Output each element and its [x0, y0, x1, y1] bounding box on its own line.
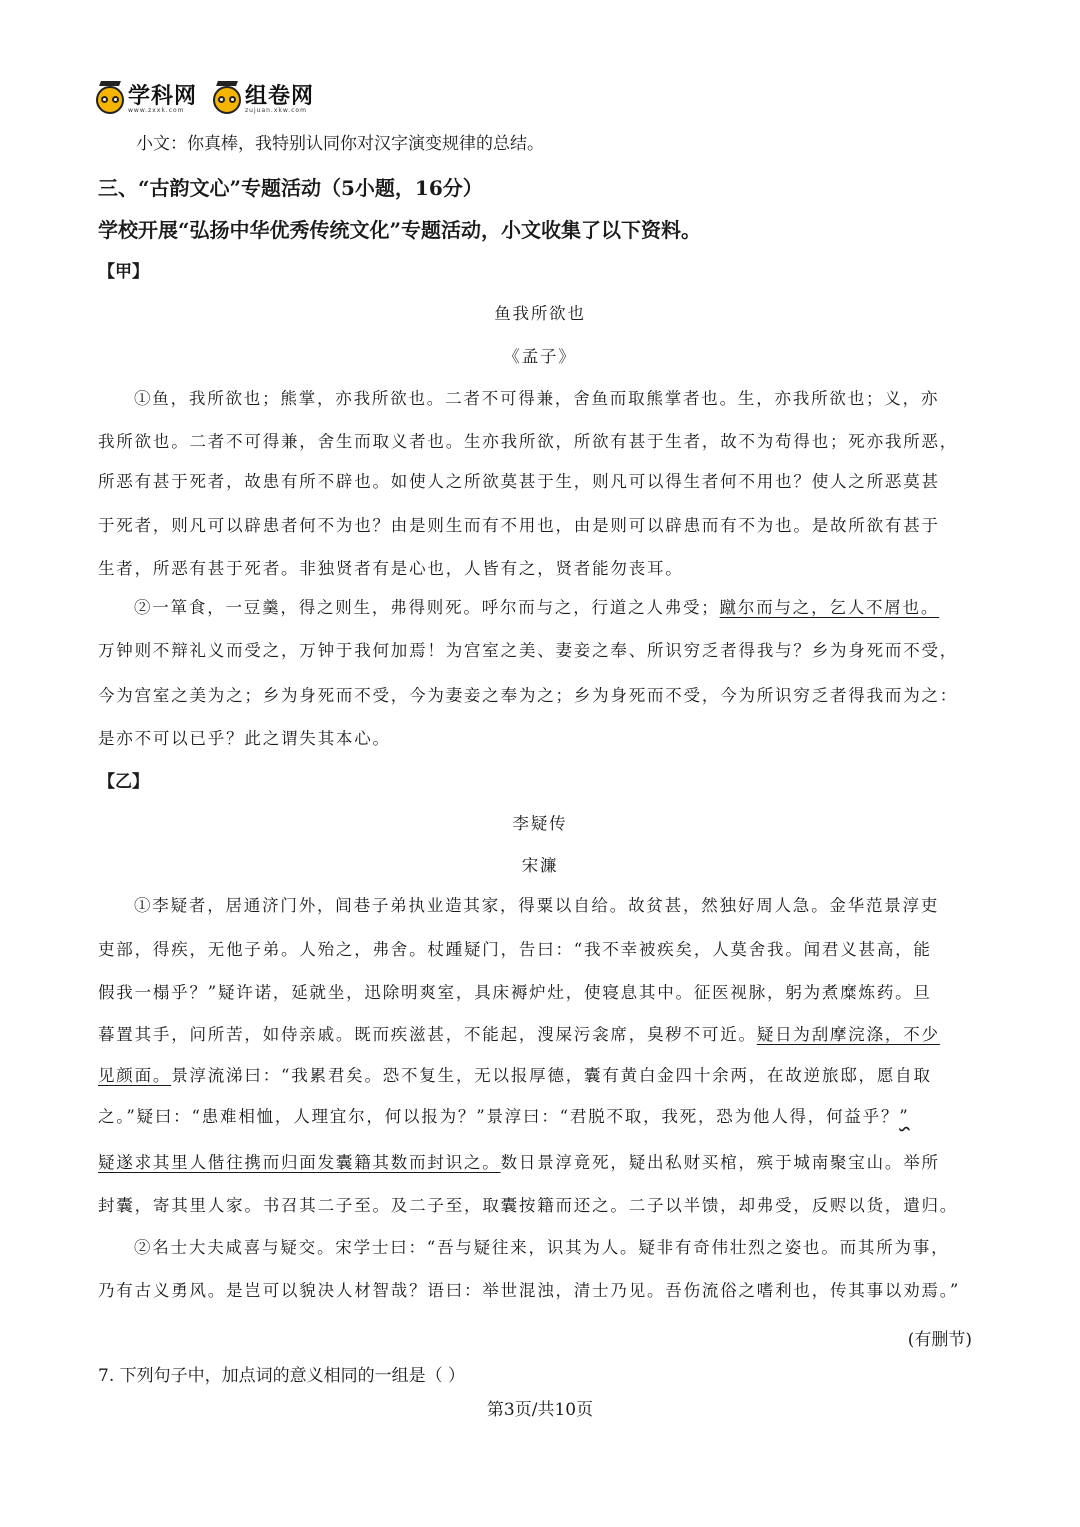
question-7: 7. 下列句子中，加点词的意义相同的一组是（ ） [98, 1366, 466, 1386]
passage-line: 于死者，则凡可以辟患者何不为也？由是则生而有不用也，由是则可以辟患而有不为也。是故所欲有甚于 [98, 516, 940, 535]
owl-mascot-icon [96, 86, 124, 114]
passage-line: 所恶有甚于死者，故患有所不辟也。如使人之所欲莫甚于生，则凡可以得生者何不用也？使人之所恶莫甚 [98, 472, 940, 491]
passage-yi-title: 李疑传 [512, 814, 568, 833]
owl-mascot-icon [213, 86, 241, 114]
passage-line: 假我一榻乎？”疑许诺，延就坐，迅除明爽室，具床褥炉灶，使寝息其中。征医视脉，躬为煮糜炼药。旦 [98, 983, 932, 1002]
intro-line: 小文：你真棒，我特别认同你对汉字演变规律的总结。 [136, 134, 544, 154]
logo-xuekewang [96, 86, 197, 114]
passage-line: ②名士大夫咸喜与疑交。宋学士曰：“吾与疑往来，识其为人。疑非有奇伟壮烈之姿也。而其所为事， [134, 1238, 950, 1257]
passage-text: 景淳流涕曰：“我累君矣。恐不复生，无以报厚德，囊有黄白金四十余两，在故逆旅邸，愿自取 [171, 1066, 932, 1085]
logo-url: zujuan.xkw.com [245, 107, 307, 114]
passage-line [98, 1068, 982, 1085]
passage-line: ①李疑者，居通济门外，闾巷子弟执业造其家，得粟以自给。故贫甚，然独好周人急。金华范景淳吏 [134, 896, 940, 915]
logo-zujuanwang [213, 86, 314, 114]
passage-yi-author: 宋濂 [521, 856, 559, 875]
logo-url: www.zxxk.com [128, 107, 185, 114]
passage-text: 暮置其手，问所苦，如侍亲戚。既而疾滋甚，不能起，溲屎污衾席，臭秽不可近。 [98, 1025, 757, 1044]
passage-line: 吏部，得疾，无他子弟。人殆之，弗舍。杖踵疑门，告曰：“我不幸被疾矣，人莫舍我。闻君义甚高，能 [98, 940, 932, 959]
passage-line [98, 1109, 982, 1126]
passage-line: 今为宫室之美为之；乡为身死而不受，今为妻妾之奉为之；乡为身死而不受，今为所识穷乏者得我而为之： [98, 686, 959, 705]
underlined-sentence: 蹴尔而与之，乞人不屑也。 [719, 598, 940, 617]
passage-line: ①鱼，我所欲也；熊掌，亦我所欲也。二者不可得兼，舍鱼而取熊掌者也。生，亦我所欲也；义，亦 [134, 389, 940, 408]
passage-text: 数日景淳竟死，疑出私财买棺，殡于城南聚宝山。举所 [500, 1153, 940, 1172]
passage-text: ②一箪食，一豆羹，得之则生，弗得则死。呼尔而与之，行道之人弗受； [134, 598, 720, 617]
abridged-note: (有删节) [907, 1330, 972, 1350]
section-title: 三、“古韵文心”专题活动（5小题，16分） [98, 176, 483, 200]
passage-line: 万钟则不辩礼义而受之，万钟于我何加焉！为宫室之美、妻妾之奉、所识穷乏者得我与？乡为身死而不受， [98, 641, 959, 660]
section-lead: 学校开展“弘扬中华优秀传统文化”专题活动，小文收集了以下资料。 [98, 218, 702, 242]
page-number: 第3页/共10页 [486, 1400, 594, 1420]
passage-jia-label: 【甲】 [98, 262, 149, 282]
header-logos [96, 80, 314, 120]
passage-line: 生者，所恶有甚于死者。非独贤者有是心也，人皆有之，贤者能勿丧耳。 [98, 559, 684, 578]
wavy-mark: ” [899, 1107, 910, 1126]
passage-line: 我所欲也。二者不可得兼，舍生而取义者也。生亦我所欲，所欲有甚于生者，故不为苟得也；死亦我所恶， [98, 432, 959, 451]
underlined-sentence: 疑日为刮摩浣涤，不少 [756, 1025, 940, 1044]
passage-text: 之。”疑曰：“患难相恤，人理宜尔，何以报为？”景淳曰：“君脱不取，我死，恐为他人得，何益乎？ [98, 1107, 900, 1126]
passage-line [98, 1027, 982, 1044]
passage-jia-title: 鱼我所欲也 [494, 304, 586, 323]
underlined-sentence: 见颜面。 [98, 1066, 172, 1085]
passage-line [134, 600, 982, 617]
logo-text: 学科网 [128, 84, 198, 109]
passage-line: 乃有古义勇风。是岂可以貌决人材智哉？语曰：举世混浊，清士乃见。吾伤流俗之嗜利也，传其事以劝焉。” [98, 1281, 961, 1300]
underlined-sentence: 疑遂求其里人偕往携而归面发囊籍其数而封识之。 [98, 1153, 501, 1172]
logo-text: 组卷网 [245, 84, 315, 109]
passage-line: 是亦不可以已乎？此之谓失其本心。 [98, 729, 391, 748]
passage-jia-source: 《孟子》 [503, 347, 577, 366]
passage-line: 封囊，寄其里人家。书召其二子至。及二子至，取囊按籍而还之。二子以半馈，却弗受，反赆以货，遣归。 [98, 1196, 959, 1215]
passage-yi-label: 【乙】 [98, 772, 149, 792]
passage-line [98, 1155, 982, 1172]
